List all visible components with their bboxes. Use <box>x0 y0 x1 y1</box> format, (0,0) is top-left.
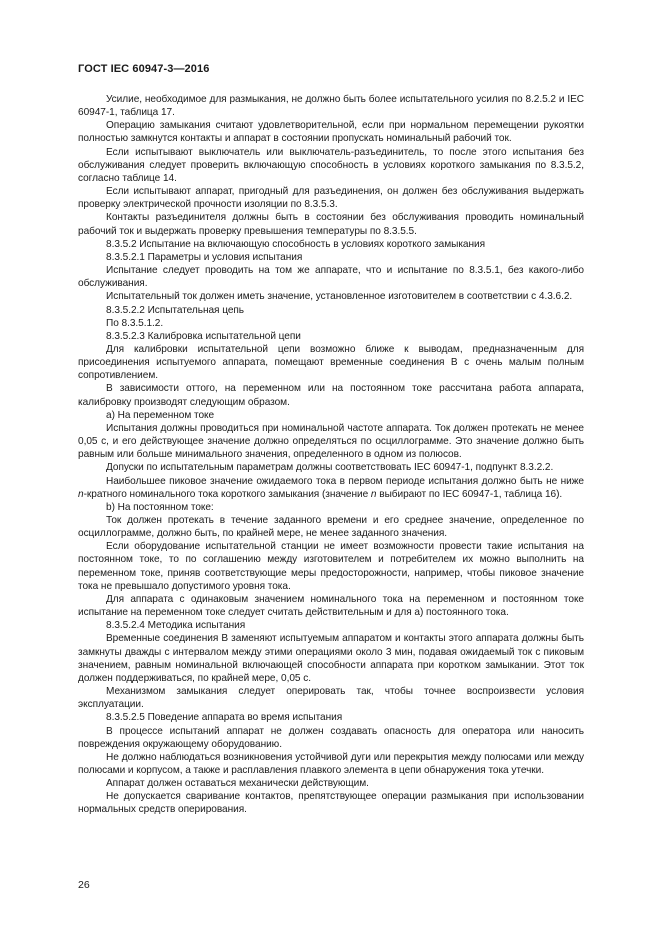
paragraph: В зависимости оттого, на переменном или на постоянном токе рассчитана работа аппарата, калибровку производят следующим образом. <box>78 383 584 408</box>
paragraph: Ток должен протекать в течение заданного времени и его среднее значение, определенное по осциллограмме, должно быть, по крайней мере, не менее заданного значения. <box>78 515 584 540</box>
paragraph: Если испытывают выключатель или выключатель-разъединитель, то после этого испытания без обслуживания следует проверить включающую способность в условиях короткого замыкания по 8.3.5.2, согласно таблице 14. <box>78 146 584 184</box>
paragraph: 8.3.5.2.1 Параметры и условия испытания <box>106 251 303 263</box>
paragraph: 8.3.5.2.2 Испытательная цепь <box>106 304 245 316</box>
paragraph: Операцию замыкания считают удовлетворительной, если при нормальном перемещении рукоятки полностью замкнутся контакты и аппарат в состоянии пропускать номинальный рабочий ток. <box>78 120 584 145</box>
paragraph: 8.3.5.2.3 Калибровка испытательной цепи <box>106 330 301 342</box>
paragraph: Если испытывают аппарат, пригодный для разъединения, он должен без обслуживания выдержать проверку электрической прочности изоляции по 8.3.5.3. <box>78 186 584 211</box>
paragraph: Для аппарата с одинаковым значением номинального тока на переменном и постоянном токе испытание на переменном токе следует считать действительным и для а) постоянного тока. <box>78 593 584 619</box>
paragraph: Испытательный ток должен иметь значение, установленное изготовителем в соответствии с 4.3.6.2. <box>106 291 573 303</box>
paragraph: Допуски по испытательным параметрам должны соответствовать IEC 60947-1, подпункт 8.3.2.2. <box>106 462 554 474</box>
page-header: ГОСТ IEC 60947-3—2016 <box>78 63 210 75</box>
paragraph: Механизмом замыкания следует оперировать так, чтобы точнее воспроизвести условия эксплуатации. <box>78 686 584 711</box>
paragraph: Наибольшее пиковое значение ожидаемого тока в первом периоде испытания должно быть не ниже n-кратного номинального тока короткого замыкания (значение n выбирают по IEC 60947-1, таблица 16). <box>78 475 584 500</box>
document-body <box>78 93 584 817</box>
paragraph: Контакты разъединителя должны быть в состоянии без обслуживания проводить номинальный рабочий ток и выдержать проверку превышения температуры по 8.3.5.5. <box>78 212 584 237</box>
paragraph: По 8.3.5.1.2. <box>106 317 164 329</box>
paragraph: Не допускается сваривание контактов, препятствующее операции размыкания при использовании нормальных средств оперирования. <box>78 791 584 816</box>
paragraph: Для калибровки испытательной цепи возможно ближе к выводам, предназначенным для присоединения испытуемого аппарата, помещают временные соединения B с очень малым полным сопротивлением. <box>78 343 584 382</box>
paragraph: b) На постоянном токе: <box>106 501 214 513</box>
paragraph: Временные соединения B заменяют испытуемым аппаратом и контакты этого аппарата должны быть замкнуты дважды с интервалом между этими операциями около 3 мин, подавая ожидаемый ток с пиковым значением, равным номинальной включающей способности аппарата при коротком замыкании. Этот ток должен поддерживаться, по крайней мере, 0,05 с. <box>78 633 584 684</box>
paragraph: Если оборудование испытательной станции не имеет возможности провести такие испытания на постоянном токе, то по соглашению между изготовителем и потребителем их можно выполнить на переменном токе, приняв соответствующие меры предосторожности, например, чтобы пиковое значение тока не превышало допустимого уровня тока. <box>78 541 584 592</box>
page-number: 26 <box>78 879 90 891</box>
paragraph: 8.3.5.2.4 Методика испытания <box>106 620 246 632</box>
paragraph: 8.3.5.2 Испытание на включающую способность в условиях короткого замыкания <box>106 238 485 250</box>
paragraph: a) На переменном токе <box>106 409 215 421</box>
paragraph: 8.3.5.2.5 Поведение аппарата во время испытания <box>106 712 343 724</box>
paragraph: Испытания должны проводиться при номинальной частоте аппарата. Ток должен протекать не менее 0,05 с, и его действующее значение должно определяться по осциллограмме. Это значение должно быть равным или больше минимального значения, определенного в одном из полюсов. <box>78 422 584 461</box>
paragraph: Испытание следует проводить на том же аппарате, что и испытание по 8.3.5.1, без какого-либо обслуживания. <box>78 265 584 290</box>
paragraph: Не должно наблюдаться возникновения устойчивой дуги или перекрытия между полюсами или между полюсами и корпусом, а также и расплавления плавкого элемента в цепи обнаружения тока утечки. <box>78 751 584 776</box>
paragraph: Усилие, необходимое для размыкания, не должно быть более испытательного усилия по 8.2.5.2 и IEC 60947-1, таблица 17. <box>78 94 584 119</box>
paragraph: В процессе испытаний аппарат не должен создавать опасность для оператора или наносить повреждения окружающему оборудованию. <box>78 725 584 750</box>
paragraph: Аппарат должен оставаться механически действующим. <box>106 778 369 790</box>
